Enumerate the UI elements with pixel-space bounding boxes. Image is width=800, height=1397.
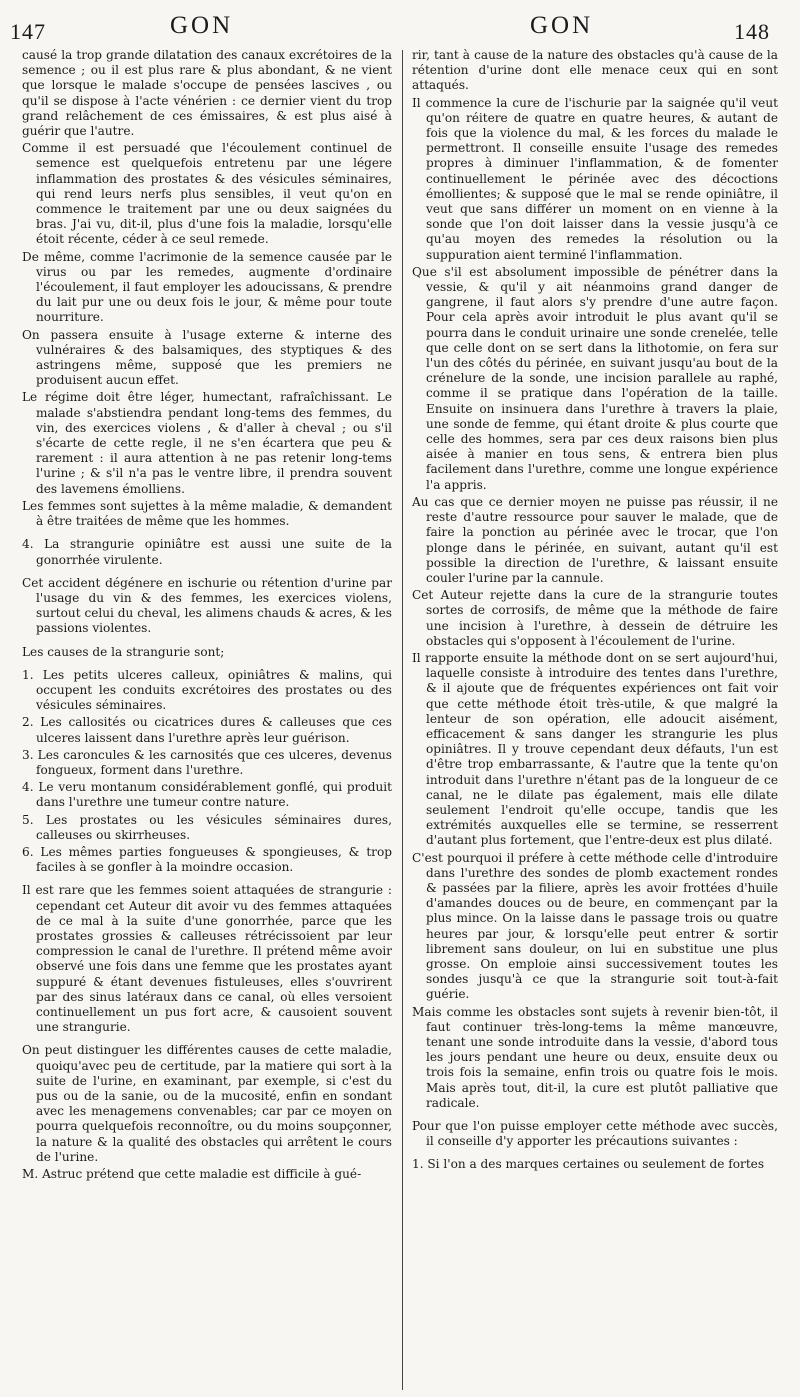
paragraph: Pour que l'on puisse employer cette méthode avec succès, il conseille d'y apporter les précautions suivantes : xyxy=(412,1119,778,1149)
list-item: 2. Les callosités ou cicatrices dures & calleuses que ces ulceres laissent dans l'urethre après leur guérison. xyxy=(22,715,392,745)
paragraph: Mais comme les obstacles sont sujets à revenir bien-tôt, il faut continuer très-long-tems la même manœuvre, tenant une sonde introduite dans la vessie, d'abord tous les jours pendant une heure ou deux, ensuite deux ou trois fois la semaine, enfin trois ou quatre fois le mois. Mais après tout, dit-il, la cure est plutôt palliative que radicale. xyxy=(412,1004,778,1110)
paragraph: Que s'il est absolument impossible de pénétrer dans la vessie, & qu'il y ait néanmoins grand danger de gangrene, il faut alors s'y prendre d'une autre façon. Pour cela après avoir introduit le plus avant qu'il se pourra dans le conduit urinaire une sonde crenelée, telle que celle dont on se sert dans la lithotomie, on fera sur l'un des côtés du périnée, en suivant jusqu'au bout de la crénelure de la sonde, une incision parallele au raphé, comme il se pratique dans l'opération de la taille. Ensuite on insinuera dans l'urethre à travers la plaie, une sonde de femme, qui étant droite & plus courte que celle des hommes, sera par ces deux raisons bien plus aisée à manier en tous sens, & entrera bien plus facilement dans l'urethre, comme une longue expérience l'a appris. xyxy=(412,264,778,492)
paragraph: Le régime doit être léger, humectant, rafraîchissant. Le malade s'abstiendra pendant long-tems des femmes, du vin, des exercices violens , & d'aller à cheval ; ou s'il s'écarte de cette regle, il ne s'en écartera que peu & rarement : il aura attention à ne pas retenir long-tems l'urine ; & s'il n'a pas le ventre libre, il prendra souvent des lavemens émolliens. xyxy=(22,390,392,496)
paragraph: De même, comme l'acrimonie de la semence causée par le virus ou par les remedes, augmente d'ordinaire l'écoulement, il faut employer les adoucissans, & prendre du lait pur une ou deux fois le jour, & même pour toute nourriture. xyxy=(22,249,392,325)
paragraph: Cet accident dégénere en ischurie ou rétention d'urine par l'usage du vin & des femmes, les exercices violens, surtout celui du cheval, les alimens chauds & acres, & les passions violentes. xyxy=(22,575,392,636)
running-title-left: GON xyxy=(170,12,234,39)
column-divider xyxy=(402,50,403,1390)
paragraph: Il rapporte ensuite la méthode dont on se sert aujourd'hui, laquelle consiste à introduire des tentes dans l'urethre, & il ajoute que de fréquentes expériences ont fait voir que cette méthode étoit très-utile, & que malgré la lenteur de son opération, elle adoucit aisément, efficacement & sans danger les strangurie les plus opiniâtres. Il y trouve cependant deux défauts, l'un est d'être trop embarrassante, & l'autre que la tente qu'on introduit dans l'urethre n'étant pas de la longueur de ce canal, ne le dilate pas également, mais elle dilate seulement l'endroit qu'elle occupe, tandis que les extrémités auxquelles elle se termine, se resserrent d'autant plus fortement, que l'entre-deux est plus dilaté. xyxy=(412,650,778,848)
paragraph: Cet Auteur rejette dans la cure de la strangurie toutes sortes de corrosifs, de même que la méthode de faire une incision à l'urethre, à dessein de détruire les obstacles qui s'opposent à l'écoulement de l'urine. xyxy=(412,588,778,648)
paragraph: 4. La strangurie opiniâtre est aussi une suite de la gonorrhée virulente. xyxy=(22,537,392,567)
paragraph: Au cas que ce dernier moyen ne puisse pas réussir, il ne reste d'autre ressource pour sauver le malade, que de faire la ponction au périnée avec le trocar, que l'on plonge dans le périnée, en suivant, autant qu'il est possible la direction de l'urethre, & laissant ensuite couler l'urine par la cannule. xyxy=(412,494,778,585)
list-item: 1. Si l'on a des marques certaines ou seulement de fortes xyxy=(412,1157,765,1172)
paragraph: rir, tant à cause de la nature des obstacles qu'à cause de la rétention d'urine dont elle menace ceux qui en sont attaqués. xyxy=(412,48,778,93)
running-title-right: GON xyxy=(530,12,594,39)
paragraph: On peut distinguer les différentes causes de cette maladie, quoiqu'avec peu de certitude, par la matiere qui sort à la suite de l'urine, en examinant, par exemple, si c'est du pus ou de la sanie, ou de la mucosité, enfin en sondant avec les menagemens convenables; car par ce moyen on pourra quelquefois reconnoître, ou du moins soupçonner, la nature & la qualité des obstacles qui arrêtent le cours de l'urine. xyxy=(22,1043,392,1164)
paragraph: C'est pourquoi il préfere à cette méthode celle d'introduire dans l'urethre des sondes de plomb exactement rondes & passées par la filiere, après les avoir frottées d'huile d'amandes douces ou de beure, en commençant par la plus mince. On la laisse dans le passage trois ou quatre heures par jour, & lorsqu'elle peut entrer & sortir librement sans douleur, on lui en substitue une plus grosse. On emploie ainsi successivement toutes les sondes jusqu'à ce que la strangurie soit tout-à-fait guérie. xyxy=(412,850,778,1002)
paragraph: On passera ensuite à l'usage externe & interne des vulnéraires & des balsamiques, des styptiques & des astringens même, supposé que les premiers ne produisent aucun effet. xyxy=(22,327,392,388)
paragraph: Les causes de la strangurie sont; xyxy=(22,644,225,659)
list-item: 5. Les prostates ou les vésicules séminaires dures, calleuses ou skirrheuses. xyxy=(22,812,392,842)
paragraph: M. Astruc prétend que cette maladie est difficile à gué- xyxy=(22,1167,362,1182)
list-item: 6. Les mêmes parties fongueuses & spongieuses, & trop faciles à se gonfler à la moindre occasion. xyxy=(22,844,392,875)
page-number-right: 148 xyxy=(734,19,770,44)
page-header xyxy=(0,4,800,44)
left-column xyxy=(22,48,392,1390)
list-item: 1. Les petits ulceres calleux, opiniâtres & malins, qui occupent les conduits excrétoires des prostates ou des vésicules séminaires. xyxy=(22,667,392,713)
paragraph: Les femmes sont sujettes à la même maladie, & demandent à être traitées de même que les hommes. xyxy=(22,498,392,529)
list-item: 3. Les caroncules & les carnosités que ces ulceres, devenus fongueux, forment dans l'urethre. xyxy=(22,747,392,777)
paragraph: Comme il est persuadé que l'écoulement continuel de semence est quelquefois entretenu par une légere inflammation des prostates & des vésicules séminaires, qui rend leurs nerfs plus sensibles, il veut qu'on en commence le traitement par une ou deux saignées du bras. J'ai vu, dit-il, plus d'une fois la maladie, lorsqu'elle étoit récente, céder à ce seul remede. xyxy=(22,141,392,247)
list-item: 4. Le veru montanum considérablement gonflé, qui produit dans l'urethre une tumeur contre nature. xyxy=(22,780,392,810)
right-column xyxy=(412,48,778,1390)
paragraph: Il est rare que les femmes soient attaquées de strangurie : cependant cet Auteur dit avoir vu des femmes attaquées de ce mal à la suite d'une gonorrhée, parce que les prostates grossies & calleuses rétrécissoient par leur compression le canal de l'urethre. Il prétend même avoir observé une fois dans une femme que les prostates ayant suppuré & étant devenues fistuleuses, elles s'ouvrirent par des sinus latéraux dans ce canal, où elles versoient continuellement un pus fort acre, & causoient souvent une strangurie. xyxy=(22,883,392,1035)
page-number-left: 147 xyxy=(10,19,46,44)
paragraph: causé la trop grande dilatation des canaux excrétoires de la semence ; ou il est plus rare & plus abondant, & ne vient que lorsque le malade s'occupe de pensées lascives , ou qu'il se dispose à l'acte vénérien : ce dernier vient du trop grand relâchement de ces émissaires, & est plus aisé à guérir que l'autre. xyxy=(22,48,392,139)
paragraph: Il commence la cure de l'ischurie par la saignée qu'il veut qu'on réitere de quatre en quatre heures, & autant de fois que la violence du mal, & les forces du malade le permettront. Il conseille ensuite l'usage des remedes propres à diminuer l'inflammation, & de fomenter continuellement le périnée avec des décoctions émollientes; & supposé que le mal se rende opiniâtre, il veut que sans différer un moment on en vienne à la sonde que l'on doit laisser dans la vessie jusqu'à ce qu'au moyen des remedes la résolution ou la suppuration aient terminé l'inflammation. xyxy=(412,95,778,262)
